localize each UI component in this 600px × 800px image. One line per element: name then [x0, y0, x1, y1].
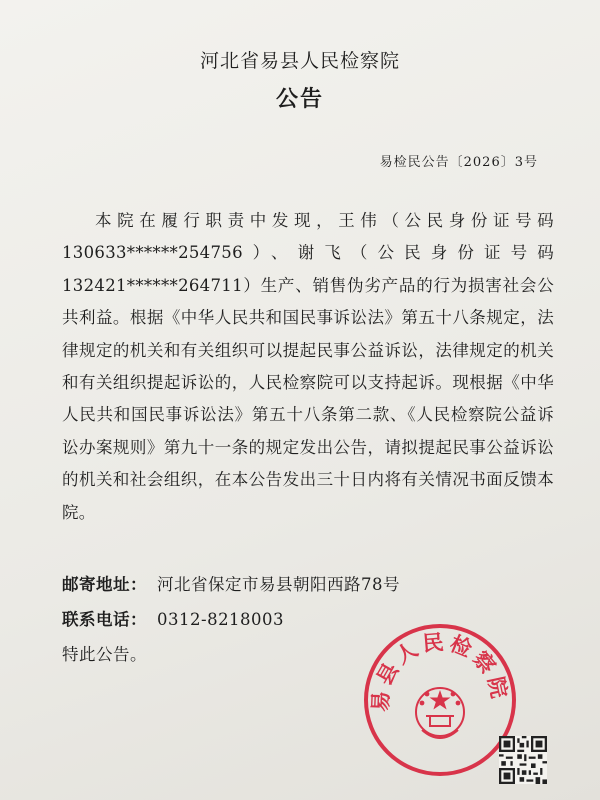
notice-title: 公告: [275, 86, 324, 112]
contact-phone-line: [62, 606, 284, 630]
seal-text: 易县人民检察院: [367, 628, 514, 713]
contact-phone-value: 0312-8218003: [157, 610, 285, 629]
mailing-address-label: 邮寄地址：: [62, 575, 147, 594]
official-seal-icon: [360, 620, 520, 780]
notice-body-paragraph: 本院在履行职责中发现，王伟（公民身份证号码130633******254756）、谢飞（公民身份证号码132421******264711）生产、销售伪劣产品的行为损害社会公共利益。根据《中华人民共和国民事诉讼法》第五十八条规定，法律规定的机关和有关组织可以提起民事公益诉讼，法律规定的机关和有关组织提起诉讼的，人民检察院可以支持起诉。现根据《中华人民共和国民事诉讼法》第五十八条第二款、《人民检察院公益诉讼办案规则》第九十一条的规定发出公告，请拟提起民事公益诉讼的机关和社会组织，在本公告发出三十日内将有关情况书面反馈本院。: [62, 211, 554, 522]
closing-statement: 特此公告。: [62, 645, 147, 664]
mailing-address-value: 河北省保定市易县朝阳西路78号: [157, 575, 400, 594]
issuer-title: 河北省易县人民检察院: [199, 50, 400, 72]
contact-phone-label: 联系电话：: [62, 610, 147, 629]
qr-code-icon: [499, 736, 547, 784]
document-number: 易检民公告〔2026〕3号: [379, 155, 538, 170]
mailing-address-line: [62, 571, 400, 595]
